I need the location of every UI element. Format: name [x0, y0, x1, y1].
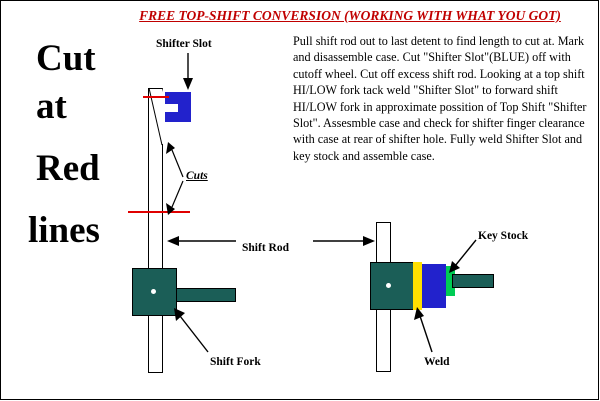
- page-title: FREE TOP-SHIFT CONVERSION (WORKING WITH WHAT YOU GOT): [139, 8, 561, 23]
- shift-fork-arm-right: [452, 274, 494, 288]
- shift-fork-right: [370, 262, 414, 310]
- label-weld: Weld: [424, 356, 450, 368]
- shift-fork-hole-left: [151, 289, 156, 294]
- label-key-stock: Key Stock: [478, 230, 529, 242]
- caption-line-red: Red: [36, 148, 100, 189]
- weld-bead: [413, 262, 422, 310]
- cut-line-upper: [143, 96, 169, 98]
- instructions-paragraph: Pull shift rod out to last detent to find length to cut at. Mark and disassemble case. Cut "Shifter Slot"(BLUE) off with cutoff wheel. Cut off excess shift rod. Looking at a top shift HI/LOW fork tack weld "Shifter Slot" to forward shift HI/LOW fork in approximate possition of Top Shift "Shifter Slot". Assesmble case and check for shifter finger clearance with case at rear of shifter hole. Fully weld Shifter Slot and key stock and assemble case.: [293, 34, 587, 163]
- label-cuts: Cuts: [186, 170, 208, 182]
- shifter-slot-right: [422, 264, 446, 308]
- label-shift-fork: Shift Fork: [210, 356, 261, 368]
- cut-line-lower: [128, 211, 190, 213]
- shift-fork-arm-left: [176, 288, 236, 302]
- label-shift-rod: Shift Rod: [242, 242, 289, 254]
- caption-line-lines: lines: [28, 210, 100, 251]
- shift-fork-hole-right: [386, 283, 391, 288]
- caption-line-at: at: [36, 86, 67, 127]
- shifter-slot-notch-left: [165, 104, 178, 112]
- label-shifter-slot: Shifter Slot: [156, 38, 212, 50]
- caption-line-cut: Cut: [36, 38, 96, 79]
